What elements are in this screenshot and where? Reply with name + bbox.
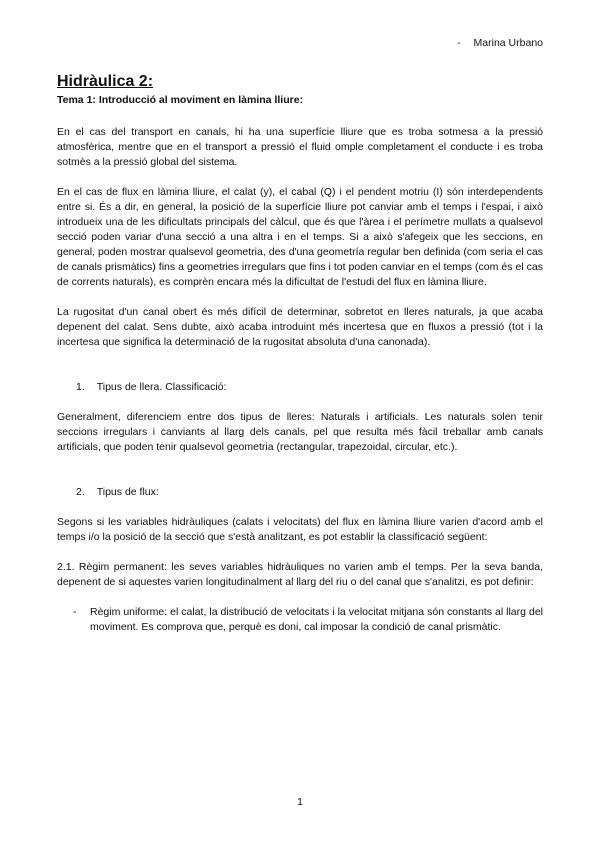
- paragraph-flow-types: Segons si les variables hidràuliques (calats i velocitats) del flux en làmina lliure varien d'acord amb el temps i/o la posició de la secció que s'està analitzant, es pot establir la classificació següent:: [57, 516, 543, 543]
- bullet-uniform-regime: [57, 605, 543, 635]
- paragraph-roughness: La rugositat d'un canal obert és més difícil de determinar, sobretot en lleres naturals, ja que acaba depenent del calat. Sens dubte, això acaba introduint més incertesa que en fluxos a pressió (tot i la incertesa que significa la determinació de la rugositat absoluta d'una canonada).: [57, 306, 543, 348]
- document-title: Hidràulica 2:: [57, 73, 154, 90]
- section-1-title: Tipus de llera. Classificació:: [96, 381, 227, 393]
- header-dash: -: [457, 37, 461, 49]
- bullet-dash: -: [73, 606, 77, 618]
- section-2-heading: [57, 485, 543, 500]
- document-subtitle: Tema 1: Introducció al moviment en làmina lliure:: [57, 94, 304, 106]
- page-number: 1: [297, 796, 303, 808]
- paragraph-steady-regime: 2.1. Règim permanent: les seves variables hidràuliques no varien amb el temps. Per la seva banda, depenent de si aquestes varien longitudinalment al llarg del riu o del canal que s'analitzi, es pot definir:: [57, 561, 543, 588]
- paragraph-free-surface: En el cas de flux en làmina lliure, el calat (y), el cabal (Q) i el pendent motriu (I) són interdependents entre si. És a dir, en general, la posició de la superfície lliure pot canviar amb el temps i l'espai, i això introdueix una de les dificultats principals del càlcul, que és que l'àrea i el perímetre mullats a qualsevol secció poden variar d'una secció a una altra i en el temps. Si a això s'afegeix que les seccions, en general, poden mostrar qualsevol geometria, des d'una geometría regular ben definida (com seria el cas de canals prismàtics) fins a geometries irregulars que fins i tot poden canviar en el temps (com és el cas de corrents naturals), es comprèn encara més la dificultat de l'estudi del flux en làmina lliure.: [57, 186, 543, 288]
- section-1-number: 1.: [76, 381, 85, 393]
- section-2-number: 2.: [76, 486, 85, 498]
- paragraph-channel-types: Generalment, diferenciem entre dos tipus de lleres: Naturals i artificials. Les naturals solen tenir seccions irregulars i canviants al llarg dels canals, pel que resulta més fàcil treballar amb canals artificials, que poden tenir qualsevol geometria (rectangular, trapezoidal, circular, etc.).: [57, 411, 543, 453]
- section-1-heading: [57, 380, 543, 395]
- document-body: [57, 72, 543, 635]
- header-author: Marina Urbano: [473, 37, 543, 49]
- page-header: [457, 37, 543, 49]
- paragraph-intro: En el cas del transport en canals, hi ha una superfície lliure que es troba sotmesa a la pressió atmosfèrica, mentre que en el transport a pressió el fluid omple completament el conducte i es troba sotmès a la pressió global del sistema.: [57, 126, 543, 168]
- section-2-title: Tipus de flux:: [96, 486, 159, 498]
- bullet-text: Règim uniforme: el calat, la distribució de velocitats i la velocitat mitjana són constants al llarg del moviment. Es comprova que, perquè es doni, cal imposar la condició de canal prismàtic.: [90, 606, 543, 633]
